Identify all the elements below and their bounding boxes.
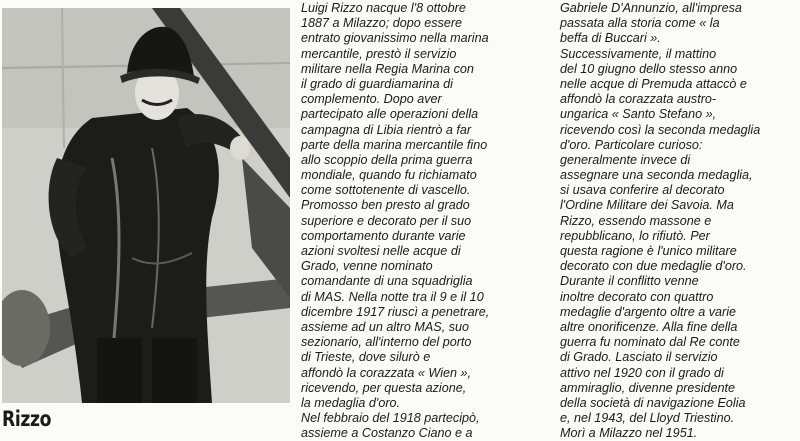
text-line: ricevendo, per questa azione, (301, 380, 467, 395)
text-line: azioni svoltesi nelle acque di (301, 244, 461, 258)
text-line: militare nella Regia Marina con (301, 61, 474, 76)
text-line: comportamento durante varie (301, 228, 466, 243)
text-line: dicembre 1917 riuscì a penetrare, (301, 304, 490, 319)
text-line: repubblicano, lo rifiutò. Per (560, 228, 710, 243)
text-line: attivo nel 1920 con il grado di (560, 365, 724, 380)
text-line: la medaglia d'oro. (301, 395, 401, 410)
text-line: complemento. Dopo aver (301, 92, 442, 107)
text-line: parte della marina mercantile fino (301, 137, 488, 152)
text-line: e, nel 1943, del Lloyd Triestino. (560, 411, 735, 426)
text-line: guerra fu nominato dal Re conte (560, 335, 740, 350)
text-line: d'oro. Particolare curioso: (560, 137, 703, 152)
portrait-photo (2, 8, 290, 403)
text-line: mercantile, prestò il servizio (301, 46, 457, 61)
text-line: medaglie d'argento oltre a varie (560, 304, 737, 319)
text-line: di Trieste, dove silurò e (301, 350, 431, 365)
text-line: di MAS. Nella notte tra il 9 e il 10 (301, 289, 484, 304)
text-line: generalmente invece di (560, 152, 691, 167)
text-line: allo scoppio della prima guerra (301, 152, 473, 167)
text-line: Successivamente, il mattino (560, 46, 717, 61)
text-line: mondiale, quando fu richiamato (301, 168, 477, 183)
text-line: altre onorificenze. Alla fine della (560, 319, 738, 334)
text-line: ungarica « Santo Stefano », (560, 107, 717, 122)
text-line: passata alla storia come « la (560, 16, 720, 31)
text-line: superiore e decorato per il suo (301, 213, 472, 228)
text-line: della società di navigazione Eolia (560, 395, 746, 410)
text-line: inoltre decorato con quattro (560, 289, 714, 304)
text-line: campagna di Libia rientrò a far (301, 122, 472, 137)
text-line: il grado di guardiamarina di (301, 76, 453, 91)
text-line: beffa di Buccari ». (560, 31, 661, 46)
text-line: Morì a Milazzo nel 1951. (560, 426, 698, 441)
text-column-left (301, 1, 489, 441)
text-line: di Grado. Lasciato il servizio (560, 350, 718, 365)
text-line: Gabriele D'Annunzio, all'impresa (560, 1, 742, 15)
text-line: del 10 giugno dello stesso anno (560, 61, 738, 76)
text-line: si usava conferire al decorato (560, 183, 725, 198)
text-line: Durante il conflitto venne (560, 274, 699, 289)
text-line: affondò la corazzata austro- (560, 92, 717, 107)
text-line: affondò la corazzata « Wien », (301, 365, 472, 380)
text-line: assieme a Costanzo Ciano e a (301, 426, 473, 441)
portrait-illustration (2, 8, 290, 403)
text-line: Rizzo, essendo massone e (560, 213, 712, 228)
text-line: ammiraglio, divenne presidente (560, 380, 736, 395)
text-line: partecipato alle operazioni della (301, 107, 479, 122)
text-line: come sottotenente di vascello. (301, 183, 471, 198)
text-line: sezionario, all'interno del porto (301, 335, 472, 350)
text-line: l'Ordine Militare dei Savoia. Ma (560, 198, 734, 213)
text-line: Nel febbraio del 1918 partecipò, (301, 411, 480, 426)
text-line: Promosso ben presto al grado (301, 198, 470, 213)
text-line: comandante di una squadriglia (301, 274, 473, 289)
text-line: decorato con due medaglie d'oro. (560, 259, 747, 274)
text-line: questa ragione è l'unico militare (560, 244, 737, 258)
text-column-right (560, 1, 760, 441)
text-line: Luigi Rizzo nacque l'8 ottobre (301, 1, 466, 15)
text-line: 1887 a Milazzo; dopo essere (301, 16, 463, 31)
text-line: assieme ad un altro MAS, suo (301, 319, 469, 334)
text-line: nelle acque di Premuda attaccò e (560, 76, 747, 91)
text-line: entrato giovanissimo nella marina (301, 31, 489, 46)
text-line: assegnare una seconda medaglia, (560, 168, 753, 183)
text-line: ricevendo così la seconda medaglia (560, 122, 761, 137)
caption-title: Rizzo (2, 407, 51, 431)
text-line: Grado, venne nominato (301, 259, 433, 274)
